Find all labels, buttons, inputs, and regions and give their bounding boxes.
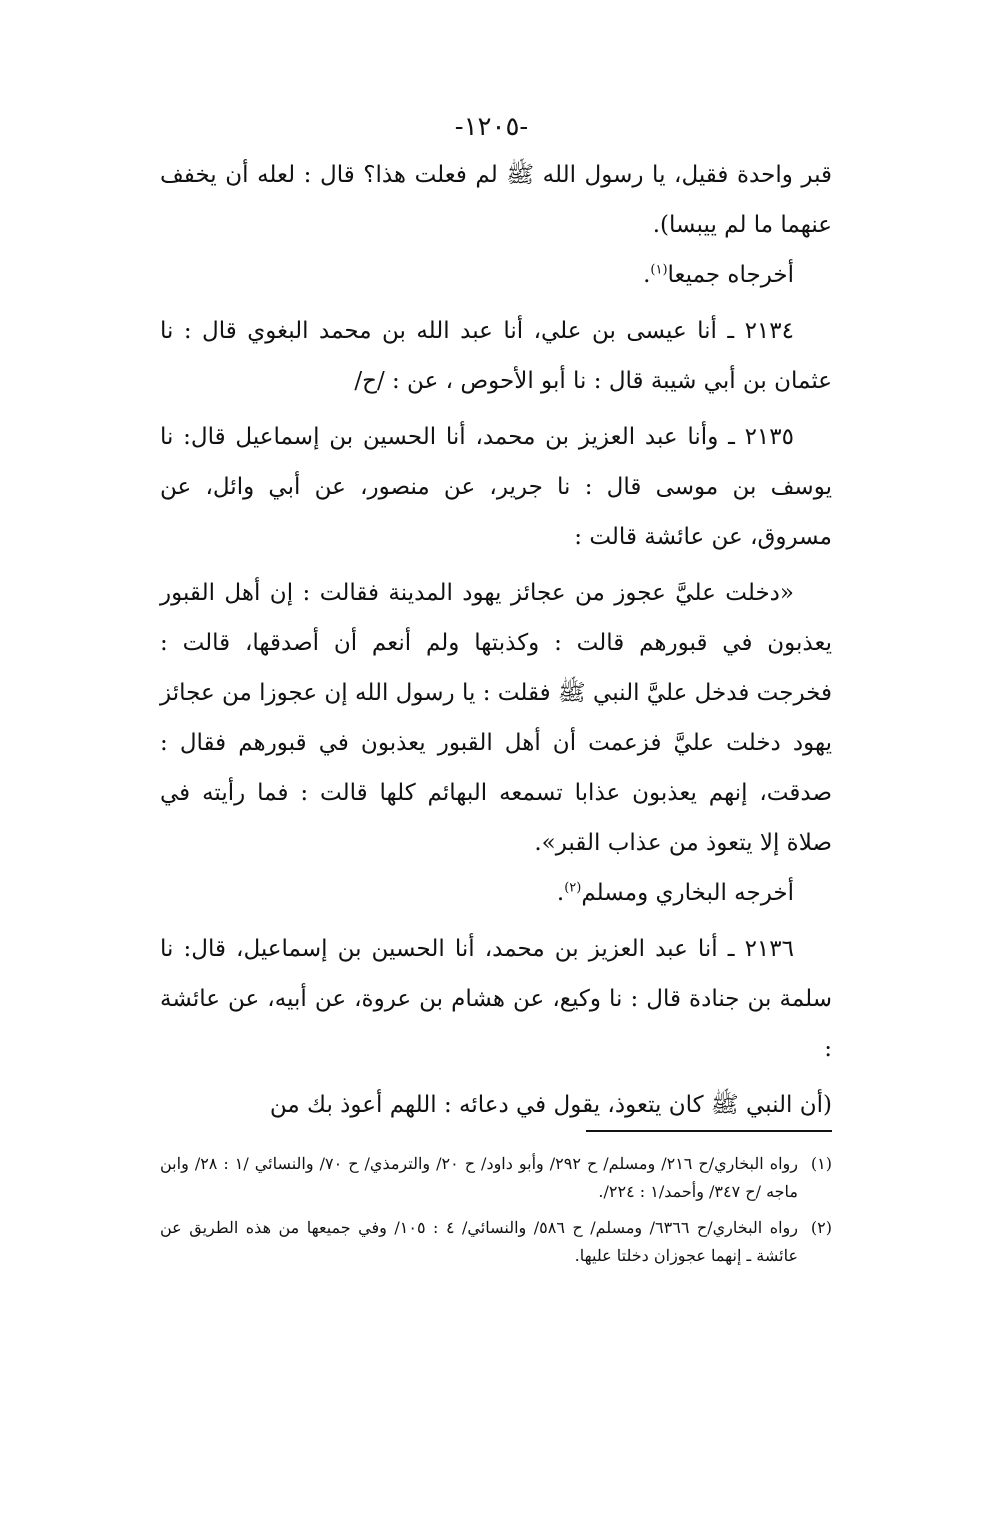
paragraph-text: ٢١٣٥ ـ وأنا عبد العزيز بن محمد، أنا الحسين بن إسماعيل قال: نا يوسف بن موسى قال : نا جرير، عن منصور، عن أبي وائل، عن مسروق، عن عائشة قالت : (160, 424, 832, 550)
paragraph-text: (أن النبي ﷺ كان يتعوذ، يقول في دعائه : اللهم أعوذ بك من (269, 1092, 832, 1118)
paragraph-suffix: . (643, 262, 651, 288)
page-number: -١٢٠٥- (454, 112, 529, 142)
footnote-ref-1[interactable]: (١) (650, 262, 668, 278)
footnote-text: رواه البخاري/ح ٦٣٦٦/ ومسلم/ ح ٥٨٦/ والنسائي/ ٤ : ١٠٥/ وفي جميعها من هذه الطريق عن عائشة ـ إنهما عجوزان دخلتا عليها. (160, 1218, 799, 1265)
footnote-ref-2[interactable]: (٢) (564, 880, 582, 896)
paragraph-text: «دخلت عليَّ عجوز من عجائز يهود المدينة فقالت : إن أهل القبور يعذبون في قبورهم قالت : وكذبتها ولم أنعم أن أصدقها، قالت : فخرجت فدخل عليَّ النبي ﷺ فقلت : يا رسول الله إن عجوزا من عجائز يهود دخلت عليَّ فزعمت أن أهل القبور يعذبون في قبورهم فقال : صدقت، إنهم يعذبون عذابا تسمعه البهائم كلها قالت : فما رأيته في صلاة إلا يتعوذ من عذاب القبر». (160, 580, 832, 856)
footnote-text: رواه البخاري/ح ٢١٦/ ومسلم/ ح ٢٩٢/ وأبو داود/ ح ٢٠/ والترمذي/ ح ٧٠/ والنسائي /١ : ٢٨/ وابن ماجه /ح ٣٤٧/ وأحمد/١ : ٢٢٤/. (160, 1154, 798, 1201)
paragraph-text: ٢١٣٦ ـ أنا عبد العزيز بن محمد، أنا الحسين بن إسماعيل، قال: نا سلمة بن جنادة قال : نا وكيع، عن هشام بن عروة، عن أبيه، عن عائشة : (160, 936, 832, 1062)
paragraph-text: قبر واحدة فقيل، يا رسول الله ﷺ لم فعلت هذا؟ قال : لعله أن يخفف عنهما ما لم ييبسا). (160, 162, 832, 238)
paragraph-matn-2135 (160, 568, 832, 868)
paragraph-continuation (160, 150, 832, 250)
paragraph-suffix: . (556, 880, 565, 906)
paragraph-text: ٢١٣٤ ـ أنا عيسى بن علي، أنا عبد الله بن محمد البغوي قال : نا عثمان بن أبي شيبة قال : نا أبو الأحوص ، عن : /ح/ (160, 318, 832, 394)
paragraph-hadith-2135 (160, 412, 832, 562)
footnote-marker: (٢) (810, 1218, 832, 1237)
footnote-divider (586, 1130, 832, 1132)
paragraph-takhrij-2 (160, 868, 832, 918)
main-text (160, 150, 832, 1130)
paragraph-text: أخرجاه جميعا (667, 262, 794, 288)
paragraph-matn-2136 (160, 1080, 832, 1130)
footnote-marker: (١) (810, 1154, 832, 1173)
paragraph-hadith-2136 (160, 924, 832, 1074)
paragraph-takhrij-1 (160, 250, 832, 300)
paragraph-hadith-2134 (160, 306, 832, 406)
paragraph-text: أخرجه البخاري ومسلم (581, 880, 794, 906)
footnotes (160, 1150, 832, 1278)
footnote-1 (160, 1150, 832, 1206)
footnote-2 (160, 1214, 832, 1270)
